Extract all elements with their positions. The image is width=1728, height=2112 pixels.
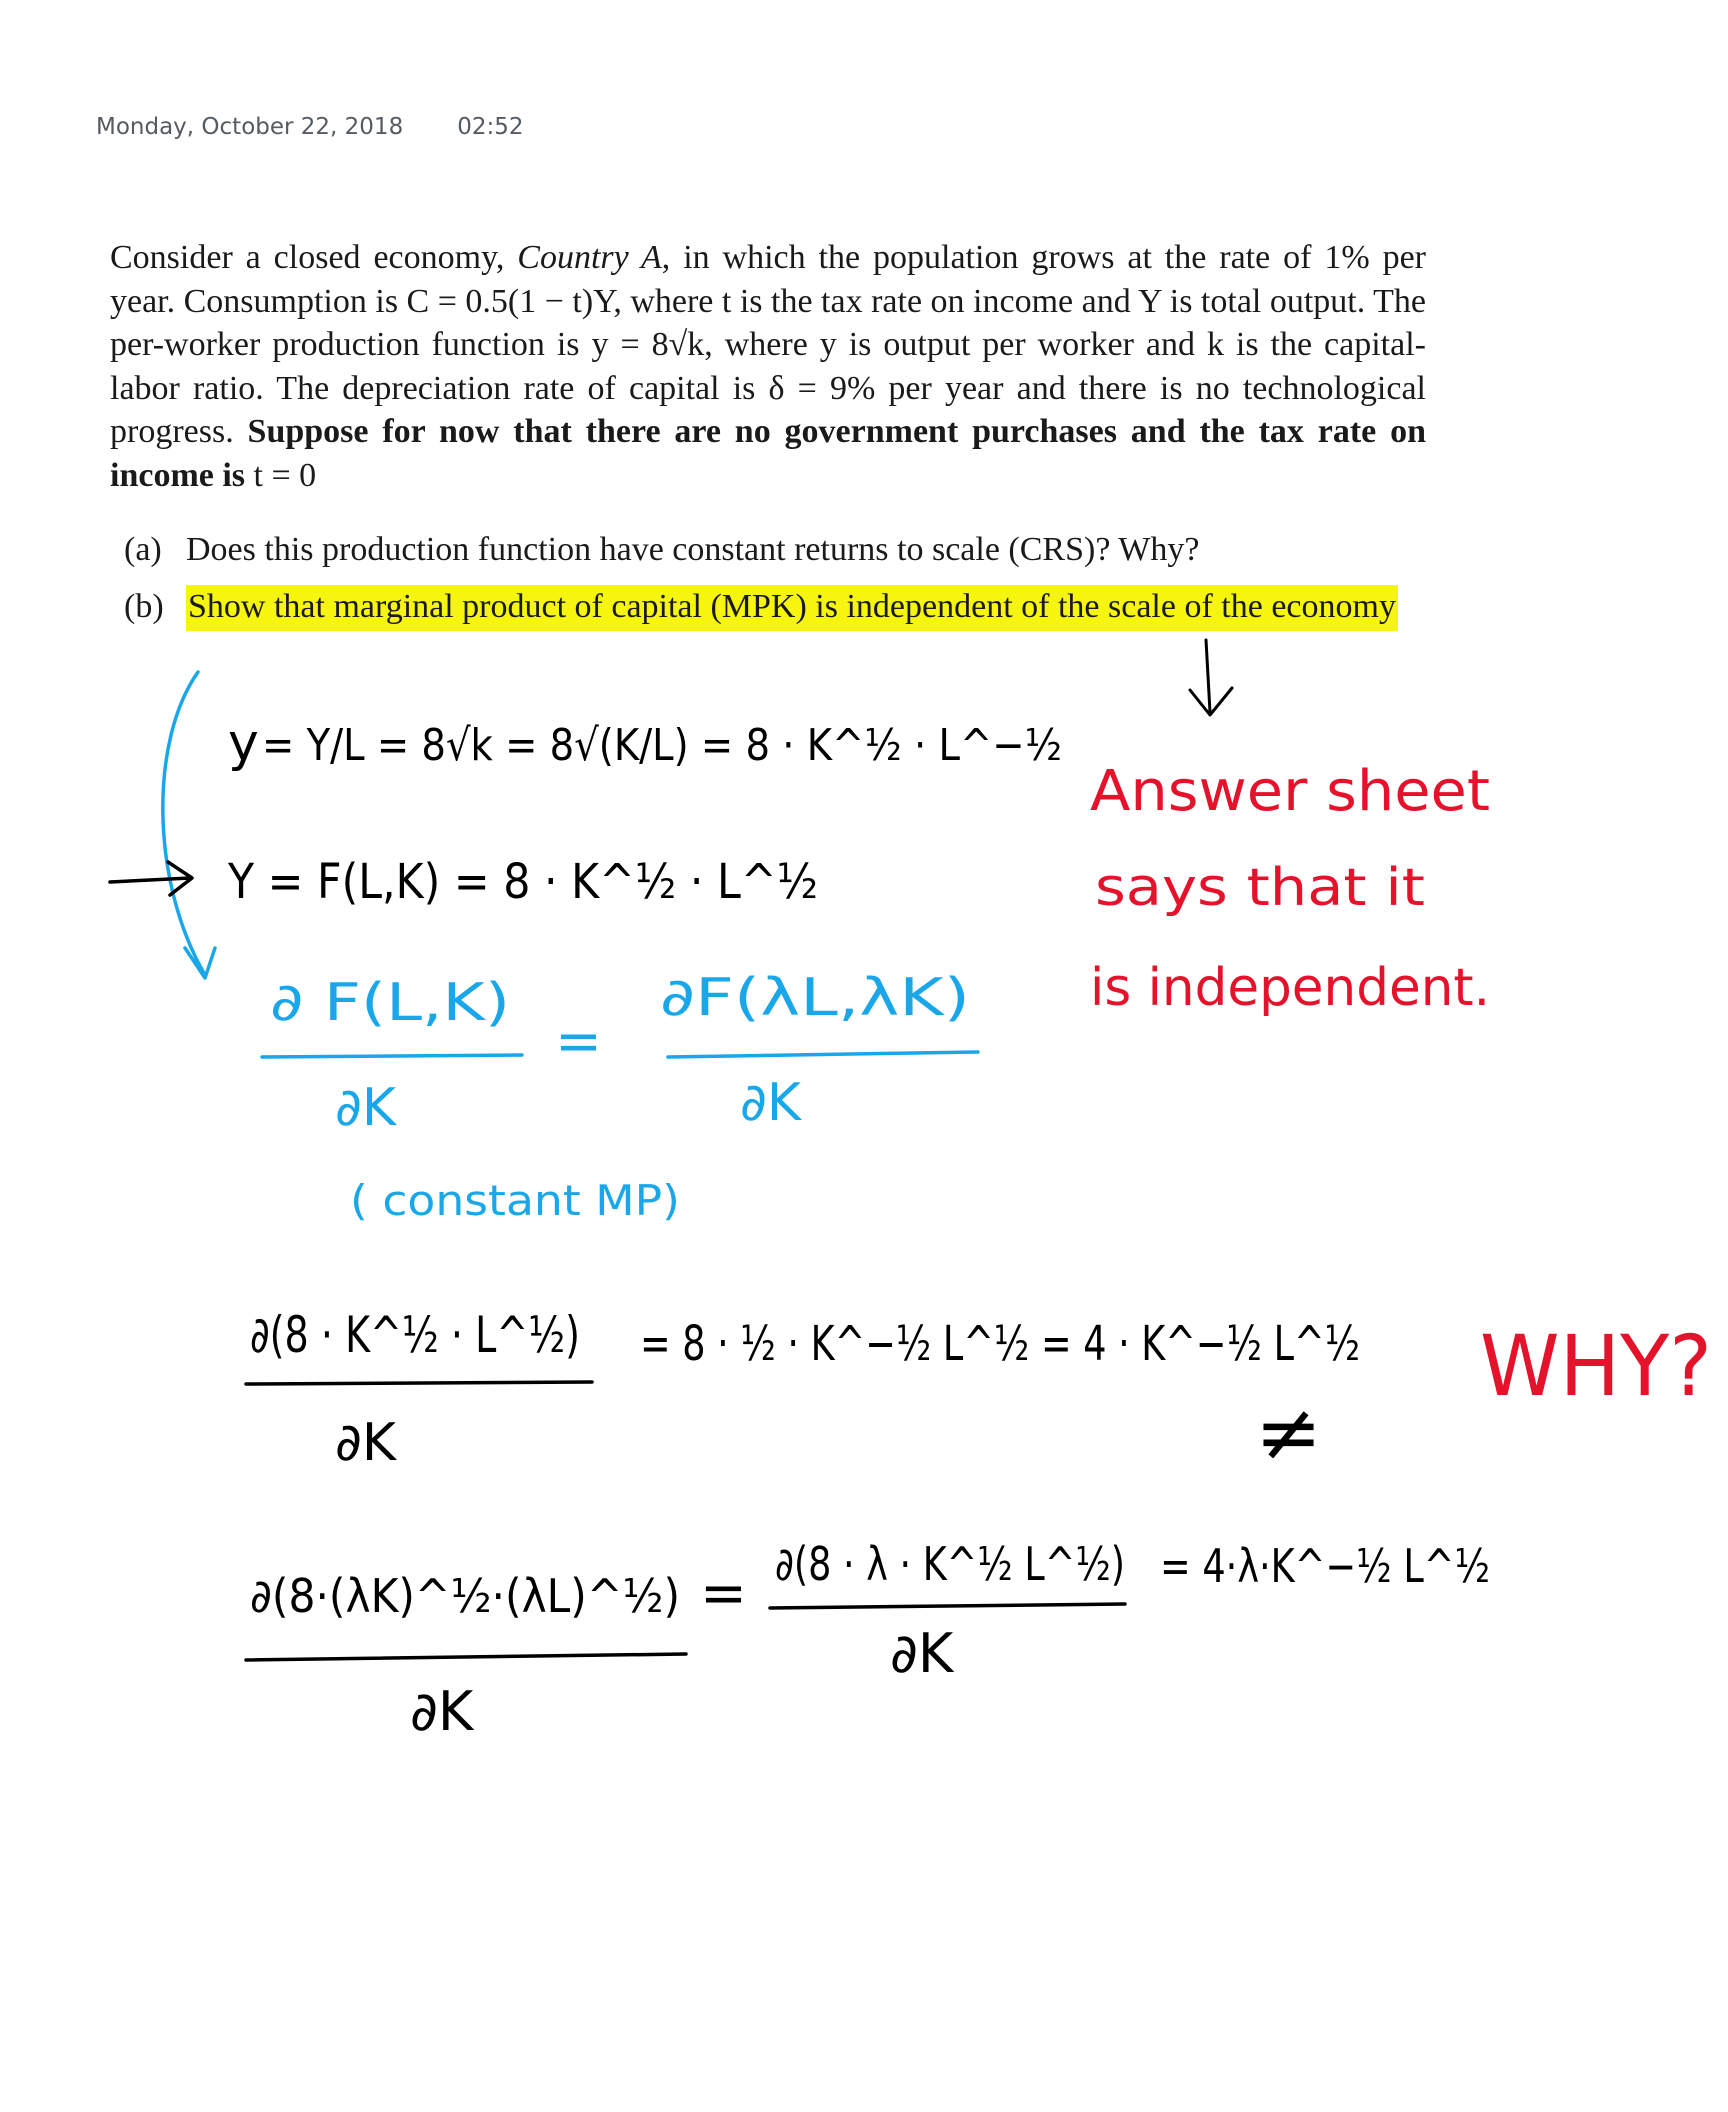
fraction-bar-4 [246, 1654, 686, 1660]
blue-right-denominator: ∂K [740, 1073, 801, 1133]
implication-arrow [110, 862, 192, 895]
blue-note-constant-mp: ( constant MP) [350, 1176, 680, 1225]
eq4-middle-numerator: ∂(8 · λ · K^½ L^½) [775, 1537, 1125, 1591]
blue-equals: = [555, 1009, 602, 1074]
blue-left-denominator: ∂K [335, 1078, 396, 1138]
eq4-equals-1: = [700, 1561, 747, 1626]
problem-intro: Consider a closed economy, [110, 239, 518, 276]
problem-assumption: Suppose for now that there are no government purchases and the tax rate on income is [110, 413, 1427, 494]
part-a-letter: (a) [124, 531, 162, 568]
eq1-rhs: = Y/L = 8√k = 8√(K/L) = 8 · K^½ · L^−½ [262, 720, 1062, 771]
not-equal-sign: ≠ [1255, 1386, 1323, 1479]
eq4-left-denominator: ∂K [410, 1680, 474, 1743]
eq2-production-function: Y = F(L,K) = 8 · K^½ · L^½ [227, 854, 818, 910]
page-time: 02:52 [457, 114, 524, 140]
country-name: Country A [517, 239, 662, 276]
equation-block-2 [250, 1306, 1490, 1743]
problem-tail: t = 0 [245, 456, 317, 494]
red-note-line-2: says that it [1095, 858, 1425, 918]
equation-block-1 [227, 713, 1062, 910]
eq3-numerator: ∂(8 · K^½ · L^½) [250, 1306, 580, 1364]
problem-body: , in which the population grows at the rate of 1% per year. Consumption is C = 0.5(1 − t)Y, where t is the tax rate on income and Y is total output. The per-worker production function is y = 8√k, where y is output per worker and k is the capital-labor ratio. The depreciation rate of capital is δ = 9% per year and there is no technological progress. [110, 239, 1426, 450]
eq3-result: = 8 · ½ · K^−½ L^½ = 4 · K^−½ L^½ [640, 1316, 1360, 1372]
blue-left-numerator: ∂ F(L,K) [270, 973, 510, 1033]
eq4-numerator: ∂(8·(λK)^½·(λL)^½) [250, 1569, 680, 1623]
red-note-line-1: Answer sheet [1090, 759, 1490, 824]
red-down-arrow [1190, 640, 1232, 715]
eq4-middle-denominator: ∂K [890, 1622, 954, 1685]
page-date: Monday, October 22, 2018 [96, 114, 404, 140]
blue-arrow-curve [163, 672, 205, 975]
blue-derivative-equation [270, 968, 970, 1225]
part-a-text: Does this production function have constant returns to scale (CRS)? Why? [186, 531, 1200, 568]
eq3-denominator: ∂K [335, 1413, 396, 1473]
red-why-question: WHY? [1480, 1317, 1712, 1415]
blue-right-numerator: ∂F(λL,λK) [660, 968, 970, 1028]
part-b-highlighted-text: Show that marginal product of capital (MPK) is independent of the scale of the economy [186, 585, 1398, 631]
eq4-result: = 4·λ·K^−½ L^½ [1160, 1539, 1490, 1593]
part-b-letter: (b) [124, 588, 164, 625]
red-note-line-3: is independent. [1090, 958, 1490, 1018]
fraction-bar-5 [770, 1604, 1125, 1608]
fraction-bar-2 [668, 1052, 978, 1057]
eq1-y: y [228, 713, 259, 773]
fraction-bar-1 [262, 1055, 522, 1057]
fraction-bar-3 [246, 1382, 592, 1384]
